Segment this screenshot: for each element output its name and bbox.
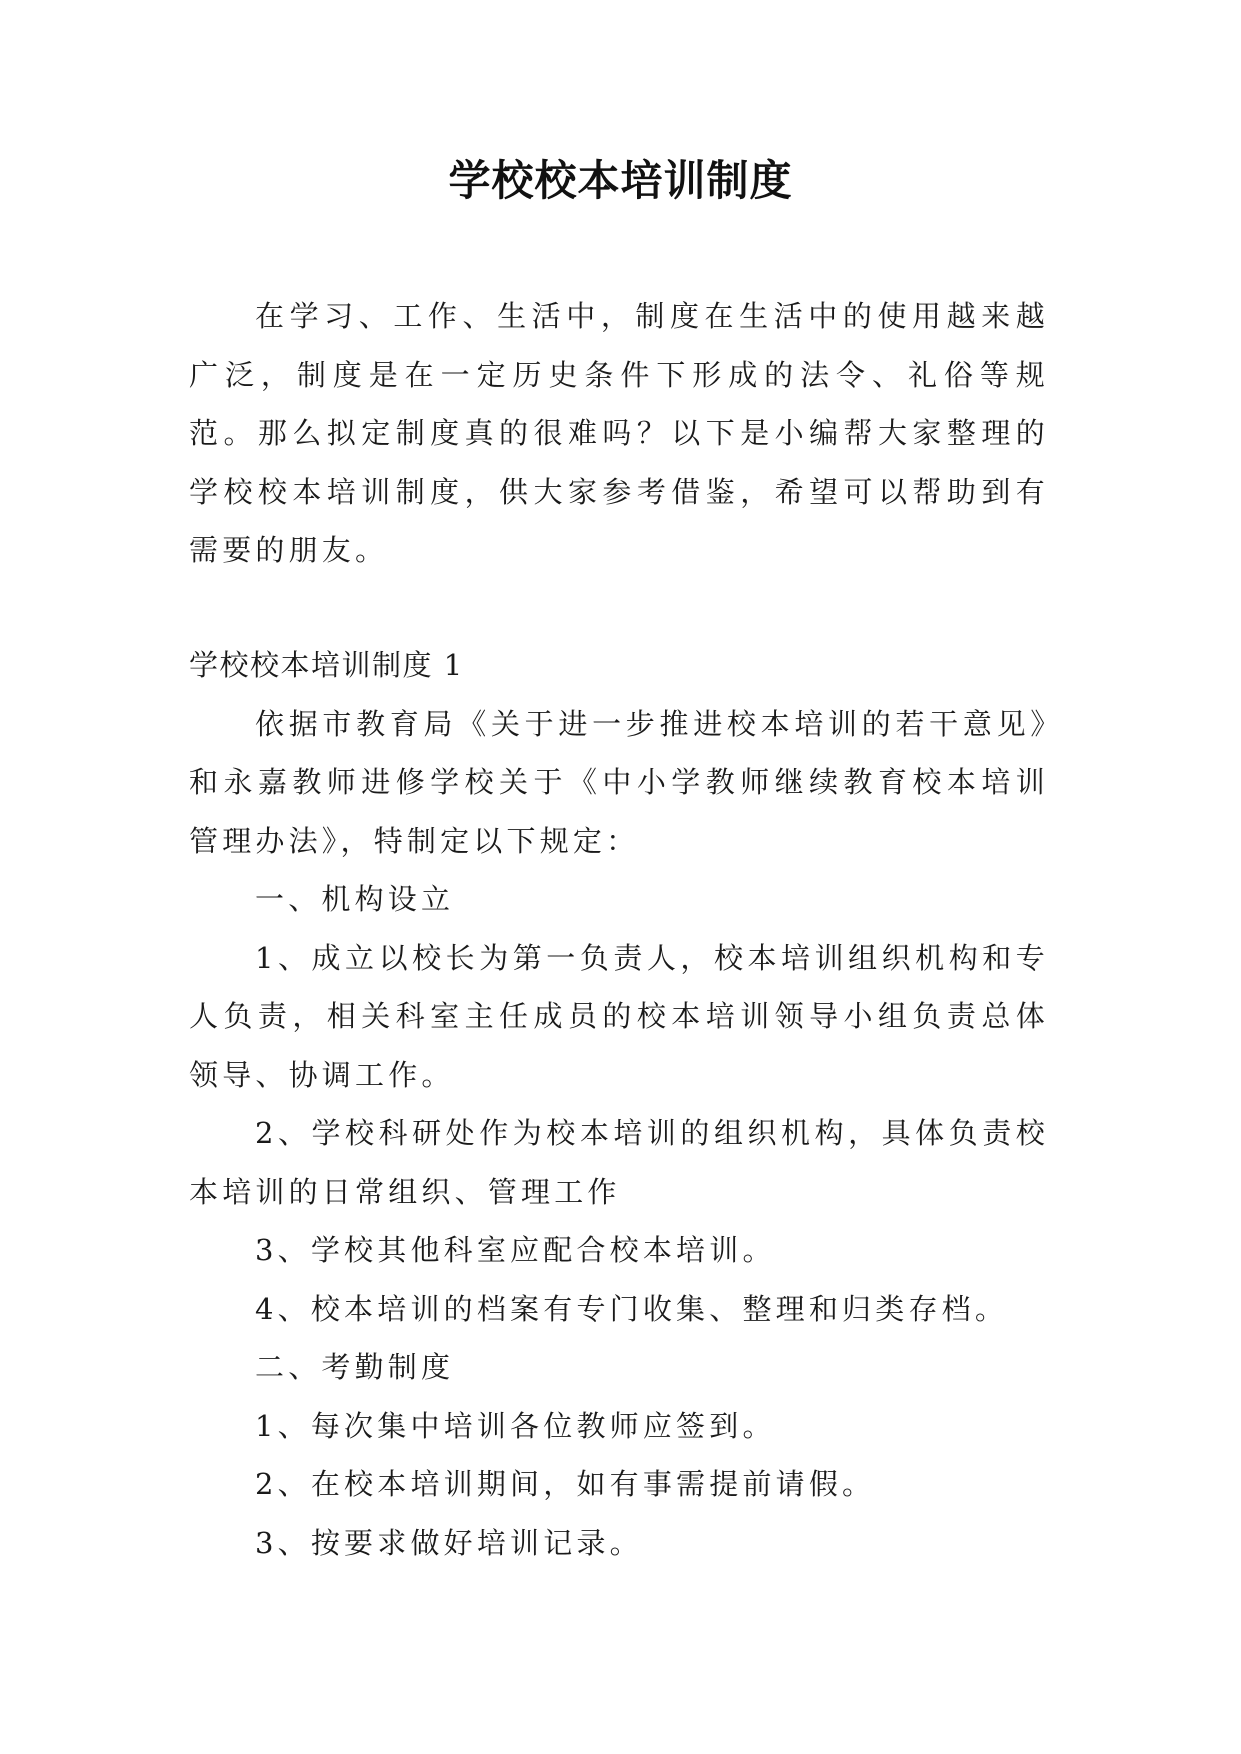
paragraph-item: 1、成立以校长为第一负责人，校本培训组织机构和专人负责，相关科室主任成员的校本培训领导小组负责总体领导、协调工作。 bbox=[189, 940, 1049, 1092]
document-title: 学校校本培训制度 bbox=[448, 156, 793, 205]
paragraph-item: 3、学校其他科室应配合校本培训。 bbox=[255, 1233, 776, 1267]
heading-attendance: 二、考勤制度 bbox=[255, 1350, 455, 1384]
intro-block bbox=[189, 287, 1049, 580]
paragraph-item: 3、按要求做好培训记录。 bbox=[255, 1525, 643, 1560]
paragraph-item: 2、在校本培训期间，如有事需提前请假。 bbox=[255, 1467, 876, 1501]
section-heading: 学校校本培训制度 1 bbox=[189, 648, 464, 682]
intro-paragraph: 在学习、工作、生活中，制度在生活中的使用越来越广泛，制度是在一定历史条件下形成的法令、礼俗等规范。那么拟定制度真的很难吗？以下是小编帮大家整理的学校校本培训制度，供大家参考借鉴，希望可以帮助到有需要的朋友。 bbox=[189, 299, 1049, 567]
paragraph-preamble: 依据市教育局《关于进一步推进校本培训的若干意见》和永嘉教师进修学校关于《中小学教师继续教育校本培训管理办法》，特制定以下规定： bbox=[189, 706, 1049, 858]
paragraph-item: 4、校本培训的档案有专门收集、整理和归类存档。 bbox=[255, 1291, 1009, 1326]
section-1 bbox=[189, 636, 1049, 1572]
paragraph-item: 2、学校科研处作为校本培训的组织机构，具体负责校本培训的日常组织、管理工作 bbox=[189, 1116, 1049, 1209]
paragraph-item: 1、每次集中培训各位教师应签到。 bbox=[255, 1408, 776, 1443]
heading-institution-setup: 一、机构设立 bbox=[255, 882, 455, 916]
